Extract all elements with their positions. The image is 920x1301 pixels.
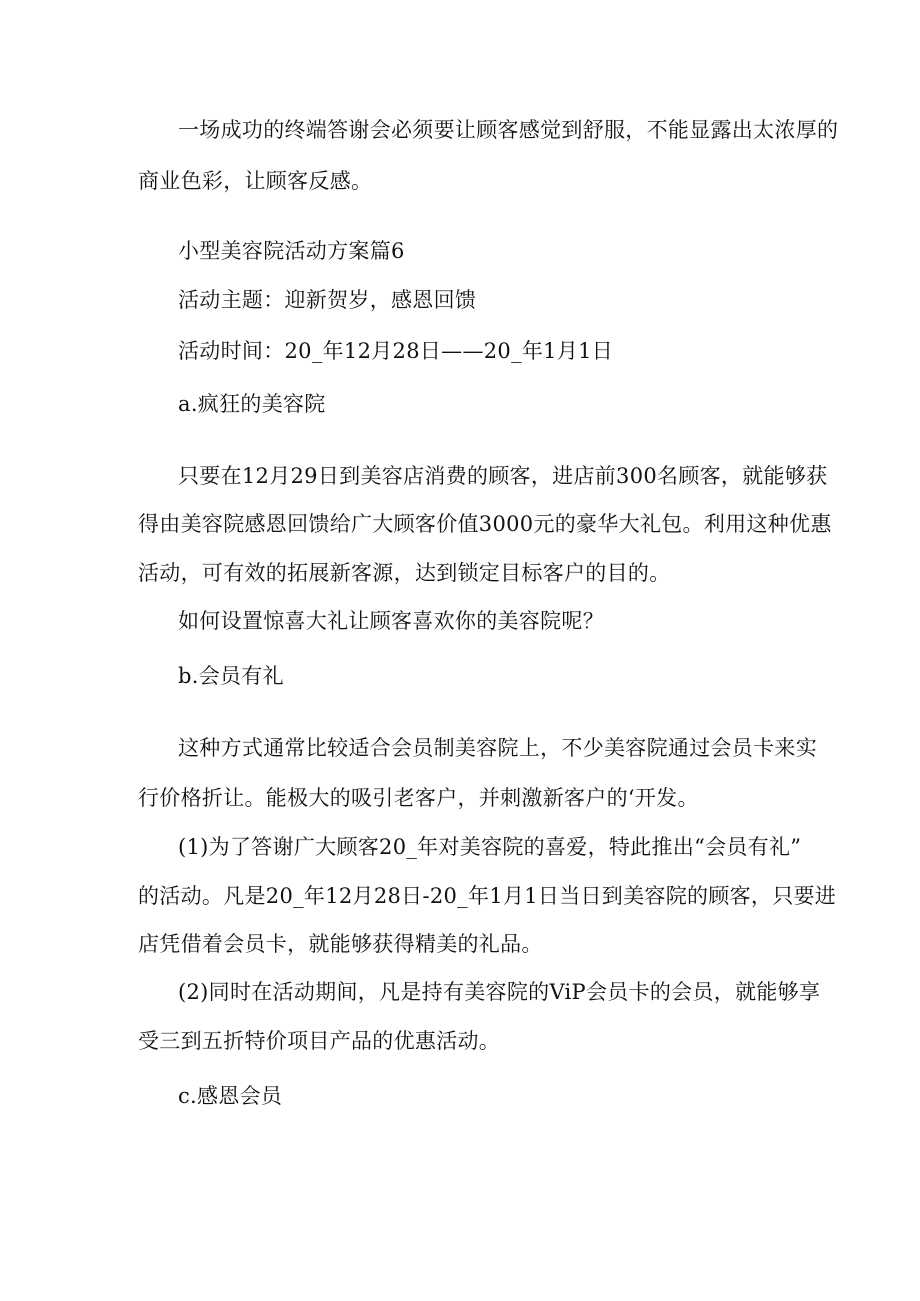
part-b-item-1-line-1: (1)为了答谢广大顾客20_年对美容院的喜爱，特此推出“会员有礼” <box>178 835 802 859</box>
part-b-para-line-1: 这种方式通常比较适合会员制美容院上，不少美容院通过会员卡来实 <box>178 736 817 760</box>
part-b-item-2-line-1: (2)同时在活动期间，凡是持有美容院的ViP会员卡的会员，就能够享 <box>178 980 821 1004</box>
intro-line-1: 一场成功的终端答谢会必须要让顾客感觉到舒服，不能显露出太浓厚的 <box>178 118 839 142</box>
part-a-heading: a.疯狂的美容院 <box>178 392 326 416</box>
part-b-para-line-2: 行价格折让。能极大的吸引老客户，并刺激新客户的‘开发。 <box>138 786 699 810</box>
activity-time: 活动时间：20_年12月28日——20_年1月1日 <box>178 339 614 363</box>
part-a-para-line-2: 得由美容院感恩回馈给广大顾客价值3000元的豪华大礼包。利用这种优惠 <box>138 512 832 536</box>
part-b-heading: b.会员有礼 <box>178 664 284 688</box>
part-a-para-line-3: 活动，可有效的拓展新客源，达到锁定目标客户的目的。 <box>138 561 671 585</box>
part-c-heading: c.感恩会员 <box>178 1084 283 1108</box>
intro-line-2: 商业色彩，让顾客反感。 <box>138 169 373 193</box>
activity-theme: 活动主题：迎新贺岁，感恩回馈 <box>178 288 477 312</box>
section-title: 小型美容院活动方案篇6 <box>178 239 405 263</box>
part-a-para-line-1: 只要在12月29日到美容店消费的顾客，进店前300名顾客，就能够获 <box>178 464 828 488</box>
part-b-item-1-line-3: 店凭借着会员卡，就能够获得精美的礼品。 <box>138 932 543 956</box>
part-b-item-1-line-2: 的活动。凡是20_年12月28日-20_年1月1日当日到美容院的顾客，只要进 <box>138 884 837 908</box>
part-b-item-2-line-2: 受三到五折特价项目产品的优惠活动。 <box>138 1029 501 1053</box>
part-a-question: 如何设置惊喜大礼让顾客喜欢你的美容院呢？ <box>178 609 604 633</box>
